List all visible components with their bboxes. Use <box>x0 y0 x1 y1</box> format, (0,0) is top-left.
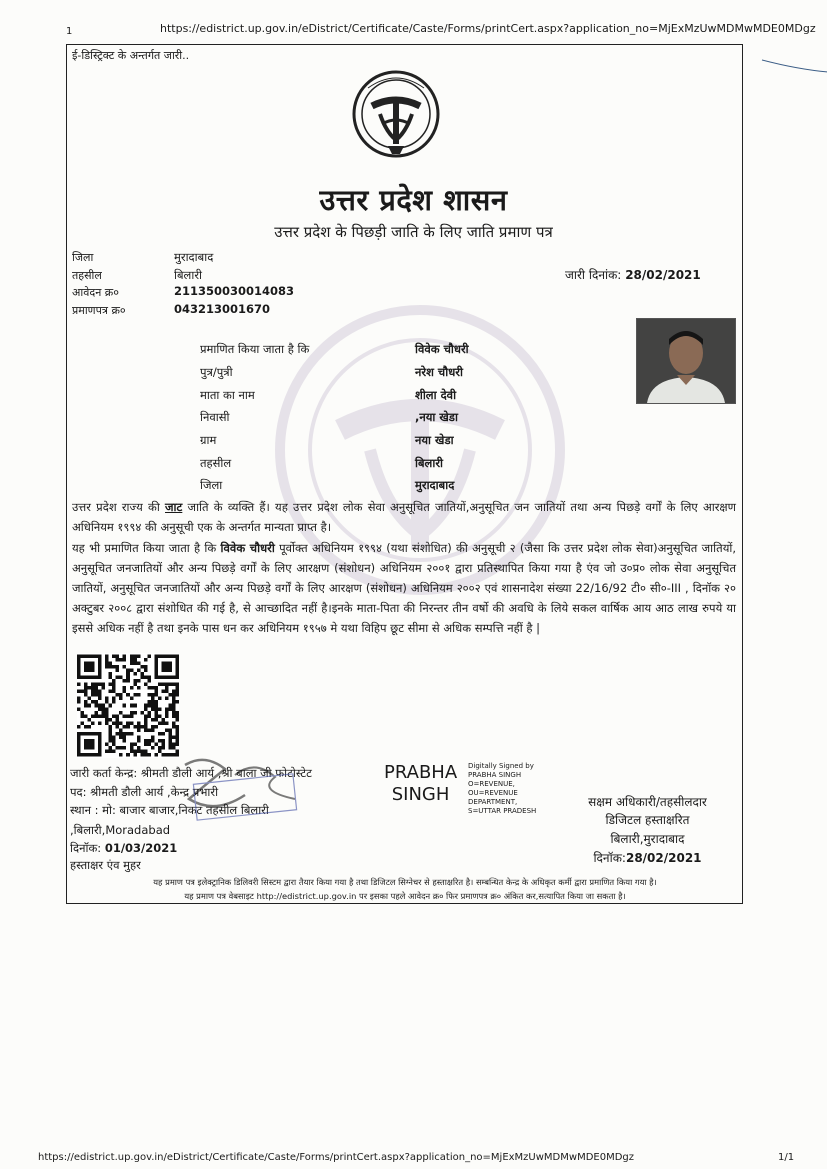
officer-designation: सक्षम अधिकारी/तहसीलदार <box>588 795 707 809</box>
field-value-village: नया खेडा <box>415 433 454 447</box>
para1-text-start: उत्तर प्रदेश राज्य की <box>72 500 166 514</box>
meta-value-district: मुरादाबाद <box>174 250 214 264</box>
issuer-date <box>70 841 177 856</box>
centre-stamp <box>165 755 305 825</box>
field-value-applicant-name: विवेक चौधरी <box>415 342 469 356</box>
field-value-mother-name: शीला देवी <box>415 388 457 402</box>
field-value-tehsil: बिलारी <box>415 456 444 470</box>
field-label-village: ग्राम <box>200 433 217 447</box>
sig-detail-line: S=UTTAR PRADESH <box>468 807 537 815</box>
sig-detail-line: Digitally Signed by <box>468 762 534 770</box>
issuer-date-value: 01/03/2021 <box>104 841 178 855</box>
page-count: 1/1 <box>778 1152 795 1163</box>
officer-location: बिलारी,मुरादाबाद <box>610 832 685 846</box>
signature-seal-label: हस्ताक्षर एंव मुहर <box>70 858 141 872</box>
para2-applicant-name: विवेक चौधरी <box>220 541 275 555</box>
up-govt-emblem <box>350 66 442 166</box>
field-value-father-name: नरेश चौधरी <box>415 365 463 379</box>
print-url-header: https://edistrict.up.gov.in/eDistrict/Certificate/Caste/Forms/printCert.aspx?application_no=MjExMzUwMDMwMDE0MDgz <box>160 22 816 35</box>
meta-value-certificate-no: 043213001670 <box>174 302 271 316</box>
field-label-certified: प्रमाणित किया जाता है कि <box>200 342 310 356</box>
issue-date <box>565 266 701 283</box>
pen-stroke-decoration <box>760 56 827 76</box>
caste-name: जाट <box>165 500 183 514</box>
sig-detail-line: OU=REVENUE <box>468 789 518 797</box>
footer-verification-note: यह प्रमाण पत्र वेबसाइट http://edistrict.up.gov.in पर इसका पहले आवेदन क्र० फिर प्रमाणपत्र क्र० अंकित कर,सत्यापित किया जा सकता है। <box>184 891 626 901</box>
officer-date-value: 28/02/2021 <box>625 851 702 865</box>
issuing-centre: जारी कर्ता केन्द्र: श्रीमती डौली आर्य ,श्री बाला जी फोटोस्टेट <box>70 766 312 780</box>
field-label-son-daughter: पुत्र/पुत्री <box>200 365 233 379</box>
caste-statement-paragraph <box>72 497 736 537</box>
meta-label-district: जिला <box>72 251 94 264</box>
sig-detail-line: O=REVENUE, <box>468 780 515 788</box>
verification-qr-code[interactable] <box>77 653 179 758</box>
meta-label-certificate-no: प्रमाणपत्र क्र० <box>72 304 126 317</box>
field-label-mother: माता का नाम <box>200 388 255 402</box>
applicant-photo <box>636 318 736 404</box>
field-value-resident: ,नया खेडा <box>415 410 458 424</box>
footer-disclaimer: यह प्रमाण पत्र इलेक्ट्रानिक डिलिवरी सिस्टम द्वारा तैयार किया गया है तथा डिजिटल सिग्नेचर से हस्ताक्षरित है। सम्बन्धित केन्द्र के अधिकृत कर्मी द्वारा प्रमाणित किया गया है। <box>153 877 657 887</box>
meta-label-tehsil: तहसील <box>72 269 102 282</box>
meta-label-application-no: आवेदन क्र० <box>72 286 119 299</box>
field-label-tehsil: तहसील <box>200 456 232 470</box>
issue-date-label: जारी दिनांक: <box>565 268 622 282</box>
digital-signature-details <box>468 762 536 816</box>
signer-name-line1: PRABHA <box>384 762 458 783</box>
issue-date-value: 28/02/2021 <box>625 268 701 282</box>
issuer-place-line1: स्थान : मो: बाजार बाजार,निकट तहसील बिलारी <box>70 803 269 817</box>
sig-detail-line: PRABHA SINGH <box>468 771 522 779</box>
signer-name-line2: SINGH <box>391 784 450 805</box>
para2-text-start: यह भी प्रमाणित किया जाता है कि <box>72 541 221 555</box>
certificate-title: उत्तर प्रदेश शासन <box>319 183 508 217</box>
field-label-district: जिला <box>200 478 223 492</box>
digital-signature-name <box>384 762 457 806</box>
issuer-place-line2: ,बिलारी,Moradabad <box>70 823 171 837</box>
sig-detail-line: DEPARTMENT, <box>468 798 518 806</box>
field-label-resident: निवासी <box>200 410 230 424</box>
issuer-date-label: दिनॉक: <box>70 841 102 855</box>
person-photo-icon <box>637 319 735 403</box>
meta-value-application-no: 211350030014083 <box>174 284 295 298</box>
page-marker: 1 <box>66 26 73 37</box>
print-url-footer: https://edistrict.up.gov.in/eDistrict/Certificate/Caste/Forms/printCert.aspx?application_no=MjExMzUwMDMwMDE0MDgz <box>38 1152 634 1163</box>
para2-text-end: पूर्वोक्त अधिनियम १९९४ (यथा संशोधित) की अनुसूची २ (जैसा कि उत्तर प्रदेश लोक सेवा)अनुसूचित जातियों, अनुसूचित जनजातियों और अन्य पिछड़े वर्गों के लिए आरक्षण (संशोधन) अधिनियम २००१ द्वारा प्रतिस्थापित किया गया है एंव जो उ०प्र० लोक सेवा अनुसूचित जातियों, अनुसूचित जनजातियों और अन्य पिछड़े वर्गों के लिए आरक्षण (संशोधन) अधिनियम २००२ एवं शासनादेश संख्या 22/16/92 टी० सी०-III , दिनॉक २० अक्टुबर २००८ द्वारा संशोधित की गई है, से आच्छादित नहीं है।इनके माता-पिता की निरन्तर तीन वर्षो की अवधि के लिये सकल वार्षिक आय आठ लाख रुपये या इससे अधिक नहीं है तथा इनके पास धन कर अधिनियम १९५७ मे यथा विहिप छूट सीमा से अधिक सम्पत्ति नहीं है | <box>72 541 736 635</box>
eligibility-paragraph <box>72 538 736 638</box>
edistrict-note: ई-डिस्ट्रिक्ट के अन्तर्गत जारी.. <box>72 49 190 62</box>
officer-date-label: दिनॉक: <box>593 851 626 865</box>
meta-value-tehsil: बिलारी <box>174 268 203 282</box>
issuer-post: पद: श्रीमती डौली आर्य ,केन्द्र प्रभारी <box>70 785 219 799</box>
certificate-subtitle: उत्तर प्रदेश के पिछड़ी जाति के लिए जाति प्रमाण पत्र <box>274 223 553 241</box>
officer-date <box>560 849 735 866</box>
field-value-district: मुरादाबाद <box>415 478 455 492</box>
para1-text-end: जाति के व्यक्ति हैं। यह उत्तर प्रदेश लोक सेवा अनुसूचित जातियों,अनुसूचित जन जातियों तथा अन्य पिछड़े वर्गों के लिए आरक्षण अधिनियम १९९४ की अनुसूची एक के अन्तर्गत मान्यता प्राप्त है। <box>72 500 736 534</box>
officer-signature-type: डिजिटल हस्ताक्षरित <box>605 813 690 827</box>
